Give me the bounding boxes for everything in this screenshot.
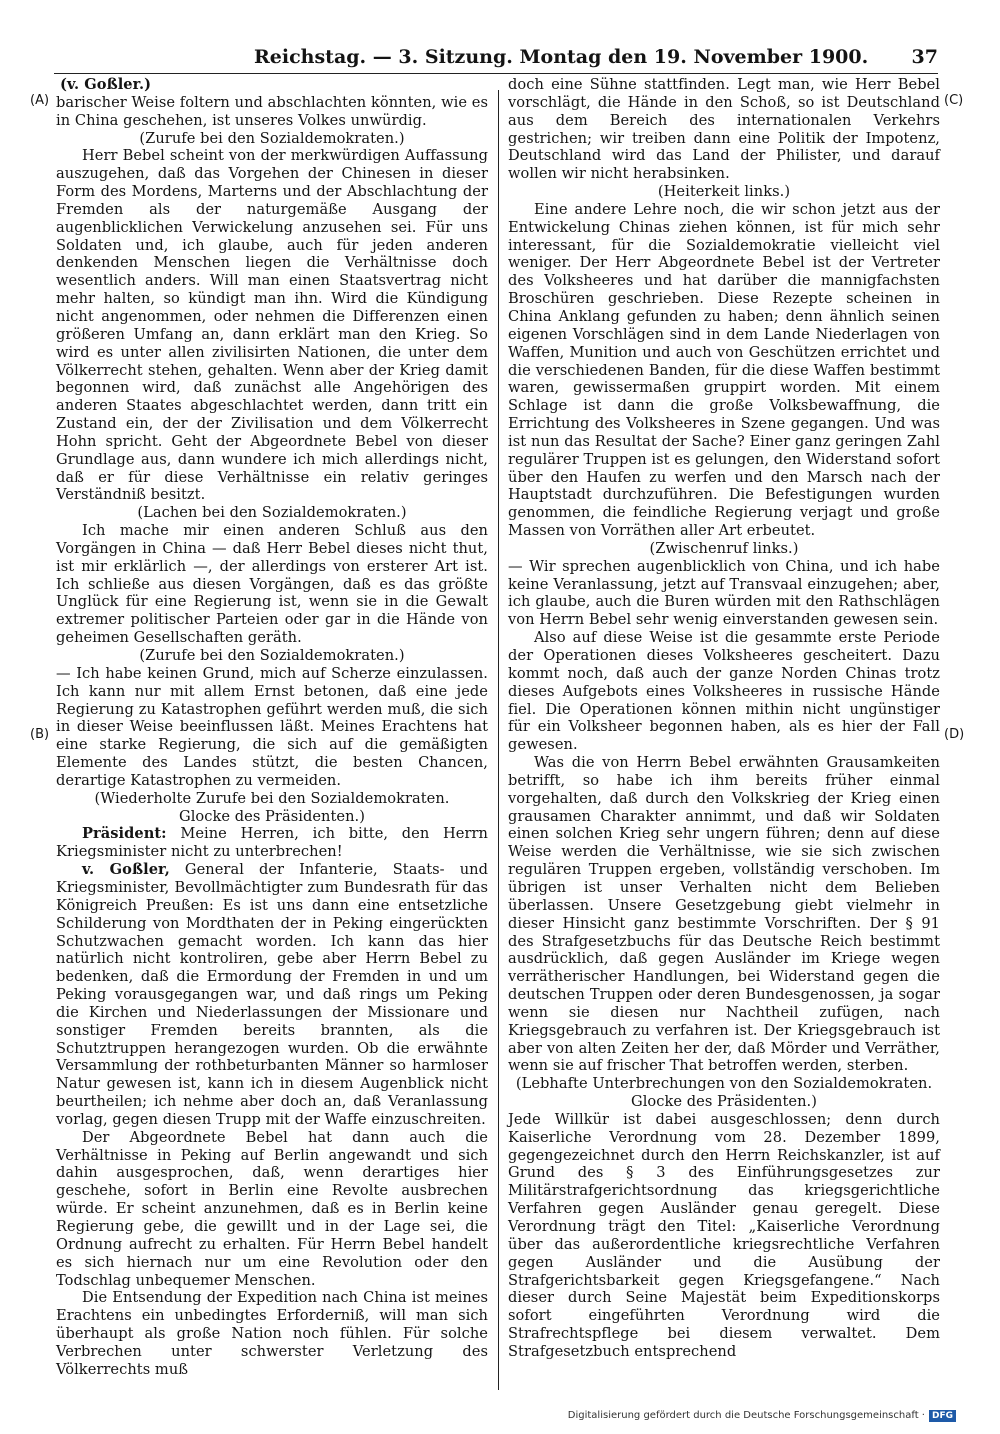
paragraph: Ich mache mir einen anderen Schluß aus den Vorgängen in China — daß Herr Bebel dieses nicht thut, ist mir erklärlich —, der allerdings von ersterer Art ist. Ich schließe aus diesen Vorgängen, daß es das größte Unglück für eine Regierung ist, wenn sie in die Gewalt extremer politischer Parteien oder gar in die Hände von geheimen Gesellschaften geräth. [56,522,488,647]
paragraph: Die Entsendung der Expedition nach China ist meines Erachtens ein unbedingtes Erforderniß, will man sich überhaupt als große Nation noch fühlen. Für solche Verbrechen unter schwerster Verletzung des Völkerrechts muß [56,1289,488,1378]
speaker-tag: (v. Goßler.) [60,76,152,93]
paragraph: Also auf diese Weise ist die gesammte erste Periode der Operationen dieses Volksheeres gescheitert. Dazu kommt noch, daß auch der ganze Norden Chinas trotz dieses Aufgebots eines Volksheeres in russische Hände fiel. Die Operationen können mithin nicht ungünstiger für ein Volksheer begonnen haben, als es hier der Fall gewesen. [508,629,940,754]
paragraph: doch eine Sühne stattfinden. Legt man, wie Herr Bebel vorschlägt, die Hände in den Schoß, so ist Deutschland aus dem Bereich des internationalen Verkehrs gestrichen; wir treiben dann eine Politik der Impotenz, Deutschland wird das Land der Philister, und darauf wollen wir nicht herabsinken. [508,76,940,183]
speaker-name: Präsident: [82,825,167,843]
right-column [508,76,940,1361]
header-rule [54,73,938,74]
paragraph: — Ich habe keinen Grund, mich auf Scherze einzulassen. Ich kann nur mit allem Ernst betonen, daß eine jede Regierung zu Katastrophen geführt werden muß, die sich in dieser Weise beeinflussen läßt. Meines Erachtens hat eine starke Regierung, die sich auf die gemäßigten Elemente des Landes stützt, die besten Chancen, derartige Katastrophen zu vermeiden. [56,664,488,789]
margin-marker-a: (A) [30,93,50,108]
dfg-logo: DFG [929,1410,956,1422]
interjection: (Lebhafte Unterbrechungen von den Sozialdemokraten. [515,1075,933,1093]
left-column [56,76,488,1379]
paragraph: barischer Weise foltern und abschlachten könnten, wie es in China geschehen, ist unseres Volkes unwürdig. [56,93,488,129]
paragraph: Was die von Herrn Bebel erwähnten Grausamkeiten betrifft, so habe ich ihm bereits früher einmal vorgehalten, daß durch den Volkskrieg der Krieg einen grausamen Charakter annimmt, und daß wir Soldaten einen solchen Krieg sehr ungern führen; denn auf diese Weise werden die Verhältnisse, wie sie sich zwischen regulären Truppen ergeben, vollständig verschoben. Im übrigen ist unser Verhalten nicht dem Belieben überlassen. Unsere Gesetzgebung giebt vielmehr in dieser Hinsicht ganz bestimmte Vorschriften. Der § 91 des Strafgesetzbuchs für das Deutsche Reich bestimmt ausdrücklich, daß gegen Ausländer im Kriege wegen verrätherischer Handlungen, bei Widerstand gegen die deutschen Truppen oder deren Bundesgenossen, ja sogar wenn sie diesen nur Nachtheil zufügen, nach Kriegsgebrauch zu verfahren ist. Der Kriegsgebrauch ist aber von alten Zeiten her der, daß Mörder und Verräther, wenn sie auf frischer That betroffen werden, sterben. [508,754,940,1075]
running-header [54,46,938,72]
interjection: (Lachen bei den Sozialdemokraten.) [137,504,407,522]
interjection: (Zurufe bei den Sozialdemokraten.) [139,647,405,664]
president-remark [56,825,488,861]
paragraph: Herr Bebel scheint von der merkwürdigen Auffassung auszugehen, daß das Vorgehen der Chinesen in dieser Form des Mordens, Marterns und der Abschlachtung der Fremden als der naturgemäße Ausgang der augenblicklichen Verwickelung anzusehen sei. Für uns Soldaten und, ich glaube, auch für jeden anderen denkenden Menschen liegen die Verhältnisse doch wesentlich anders. Will man einen Staatsvertrag nicht mehr halten, so kündigt man ihn. Wird die Kündigung nicht angenommen, oder nehmen die Differenzen einen größeren Umfang an, dann erklärt man den Krieg. So wird es unter allen zivilisirten Nationen, die unter dem Völkerrecht stehen, gehalten. Wenn aber der Krieg damit begonnen wird, daß zunächst alle Angehörigen des anderen Staates abgeschlachtet werden, dann tritt ein Zustand ein, der der Zivilisation und dem Völkerrecht Hohn spricht. Geht der Abgeordnete Bebel von dieser Grundlage aus, dann wundere ich mich allerdings nicht, daß er für diese Verhältnisse ein relativ geringes Verständniß besitzt. [56,147,488,504]
paragraph: Jede Willkür ist dabei ausgeschlossen; denn durch Kaiserliche Verordnung vom 28. Dezember 1899, gegengezeichnet durch den Herrn Reichskanzler, ist auf Grund des § 3 des Einführungsgesetzes zur Militärstrafgerichtsordnung das kriegsgerichtliche Verfahren gegen Ausländer genau geregelt. Diese Verordnung trägt den Titel: „Kaiserliche Verordnung über das außerordentliche kriegsrechtliche Verfahren gegen Ausländer und die Ausübung der Strafgerichtsbarkeit gegen Kriegsgefangene.“ Nach dieser durch Seine Majestät beim Expeditionskorps sofort eingeführten Verordnung wird die Strafrechtspflege bei diesem verwaltet. Dem Strafgesetzbuch entsprechend [508,1110,940,1360]
page-number: 37 [911,46,938,68]
remark-text: Meine Herren, ich bitte, den Herrn Kriegsminister nicht zu unterbrechen! [56,825,488,861]
margin-marker-c: (C) [944,93,964,108]
digitization-credit [568,1410,956,1422]
paragraph: — Wir sprechen augenblicklich von China, und ich habe keine Veranlassung, jetzt auf Transvaal einzugehen; aber, ich glaube, auch die Buren würden mit den Rathschlägen von Herrn Bebel sehr wenig einverstanden gewesen sein. [508,557,940,629]
interjection: (Zwischenruf links.) [649,539,799,557]
credit-text: Digitalisierung gefördert durch die Deutsche Forschungsgemeinschaft · [567,1410,925,1421]
speaker-name: v. Goßler, [82,861,170,879]
header-title: Reichstag. — 3. Sitzung. Montag den 19. November 1900. [254,46,869,68]
paragraph: Der Abgeordnete Bebel hat dann auch die Verhältnisse in Peking auf Berlin angewandt und sich dahin ausgesprochen, daß, wenn derartiges hier geschehe, sofort in Berlin eine Revolte ausbrechen würde. Er scheint anzunehmen, daß es in Berlin keine Regierung gebe, die gewillt und in der Lage sei, die Ordnung aufrecht zu erhalten. Für Herrn Bebel handelt es sich hiernach nur um eine Revolution oder den Todschlag unbequemer Menschen. [56,1128,488,1289]
interjection: Glocke des Präsidenten.) [179,807,365,825]
interjection: Glocke des Präsidenten.) [631,1093,817,1111]
paragraph [56,861,488,1129]
interjection: (Wiederholte Zurufe bei den Sozialdemokraten. [94,789,450,807]
interjection: (Zurufe bei den Sozialdemokraten.) [139,129,405,147]
paragraph: Eine andere Lehre noch, die wir schon jetzt aus der Entwickelung Chinas ziehen können, ist für mich sehr interessant, für die Sozialdemokratie vielleicht viel weniger. Der Herr Abgeordnete Bebel ist der Vertreter des Volksheeres und hat darüber die mannigfachsten Broschüren geschrieben. Diese Rezepte scheinen in China Anklang gefunden zu haben; denn ähnlich seinen eigenen Vorschlägen sind in dem Lande Niederlagen von Waffen, Munition und auch von Geschützen errichtet und die verschiedenen Banden, für die diese Waffen bestimmt waren, gewissermaßen gruppirt worden. Mit einem Schlage ist dann die große Volksbewaffnung, die Errichtung des Volksheeres in Szene gegangen. Und was ist nun das Resultat der Sache? Einer ganz geringen Zahl regulärer Truppen ist es gelungen, den Widerstand sofort über den Haufen zu werfen und den Marsch nach der Hauptstadt durchzuführen. Die Befestigungen wurden genommen, die feindliche Regierung verjagt und große Massen von Vorräthen aller Art erbeutet. [508,200,940,540]
interjection: (Heiterkeit links.) [657,183,791,201]
margin-marker-d: (D) [944,727,965,742]
paragraph-text: General der Infanterie, Staats- und Kriegsminister, Bevollmächtigter zum Bundesrath für das Königreich Preußen: Es ist uns dann eine entsetzliche Schilderung von Mordthaten der in Peking eingerückten Schutzwachen gemacht worden. Ich kann das hier natürlich nicht kontroliren, gebe aber Herrn Bebel zu bedenken, daß die Ermordung der Fremden in und um Peking vorausgegangen war, und daß rings um Peking die Kirchen und Niederlassungen der Missionare und sonstiger Fremden bereits brannten, als die Schutztruppen herangezogen wurden. Ob die erwähnte Versammlung der rothbeturbanten Männer so harmloser Natur gewesen ist, kann ich in diesem Augenblick nicht beurtheilen; ich nehme aber doch an, daß Veranlassung vorlag, gegen diesen Trupp mit der Waffe einzuschreiten. [56,861,488,1128]
margin-marker-b: (B) [30,727,50,742]
column-divider [498,90,499,1390]
